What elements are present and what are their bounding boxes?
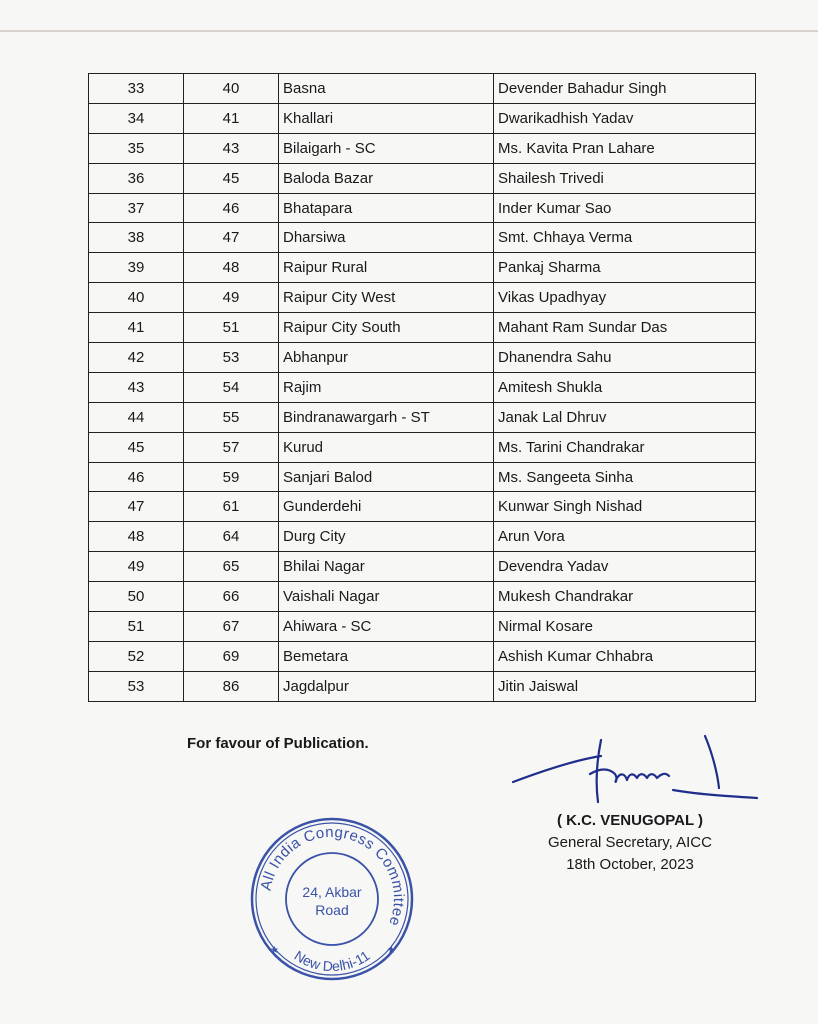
candidate-name-cell: Smt. Chhaya Verma <box>494 223 756 253</box>
candidate-name-cell: Ms. Kavita Pran Lahare <box>494 133 756 163</box>
serial-number-cell: 40 <box>89 283 184 313</box>
serial-number-cell: 46 <box>89 462 184 492</box>
constituency-name-cell: Jagdalpur <box>279 671 494 701</box>
candidate-name-cell: Jitin Jaiswal <box>494 671 756 701</box>
candidate-name-cell: Dwarikadhish Yadav <box>494 103 756 133</box>
signatory-title: General Secretary, AICC <box>548 834 712 851</box>
constituency-number-cell: 65 <box>184 552 279 582</box>
table-row <box>89 671 756 701</box>
constituency-name-cell: Abhanpur <box>279 343 494 373</box>
serial-number-cell: 38 <box>89 223 184 253</box>
constituency-number-cell: 59 <box>184 462 279 492</box>
constituency-number-cell: 67 <box>184 612 279 642</box>
table-row <box>89 462 756 492</box>
signatory-block <box>520 810 740 876</box>
table-row <box>89 582 756 612</box>
signatory-name: ( K.C. VENUGOPAL ) <box>556 812 704 829</box>
table-row <box>89 253 756 283</box>
candidate-name-cell: Ashish Kumar Chhabra <box>494 641 756 671</box>
table-row <box>89 313 756 343</box>
table-row <box>89 74 756 104</box>
stamp-ring-text: All India Congress Committee <box>257 823 408 929</box>
constituency-number-cell: 54 <box>184 372 279 402</box>
signature-date: 18th October, 2023 <box>566 856 694 873</box>
stamp-center-line1: 24, Akbar <box>302 884 362 900</box>
candidate-name-cell: Ms. Tarini Chandrakar <box>494 432 756 462</box>
constituency-number-cell: 41 <box>184 103 279 133</box>
table-row <box>89 193 756 223</box>
constituency-name-cell: Raipur City South <box>279 313 494 343</box>
candidate-name-cell: Mahant Ram Sundar Das <box>494 313 756 343</box>
constituency-name-cell: Bhatapara <box>279 193 494 223</box>
constituency-number-cell: 40 <box>184 74 279 104</box>
constituency-number-cell: 57 <box>184 432 279 462</box>
constituency-name-cell: Bemetara <box>279 641 494 671</box>
constituency-number-cell: 43 <box>184 133 279 163</box>
serial-number-cell: 45 <box>89 432 184 462</box>
serial-number-cell: 33 <box>89 74 184 104</box>
constituency-number-cell: 49 <box>184 283 279 313</box>
constituency-number-cell: 51 <box>184 313 279 343</box>
candidate-name-cell: Vikas Upadhyay <box>494 283 756 313</box>
constituency-name-cell: Basna <box>279 74 494 104</box>
candidate-name-cell: Ms. Sangeeta Sinha <box>494 462 756 492</box>
constituency-number-cell: 45 <box>184 163 279 193</box>
constituency-number-cell: 48 <box>184 253 279 283</box>
constituency-number-cell: 53 <box>184 343 279 373</box>
constituency-number-cell: 66 <box>184 582 279 612</box>
constituency-number-cell: 55 <box>184 402 279 432</box>
candidate-name-cell: Janak Lal Dhruv <box>494 402 756 432</box>
constituency-name-cell: Gunderdehi <box>279 492 494 522</box>
table-row <box>89 402 756 432</box>
constituency-name-cell: Bilaigarh - SC <box>279 133 494 163</box>
signature <box>505 730 765 820</box>
candidate-name-cell: Devendra Yadav <box>494 552 756 582</box>
candidate-name-cell: Inder Kumar Sao <box>494 193 756 223</box>
constituency-name-cell: Sanjari Balod <box>279 462 494 492</box>
constituency-name-cell: Bhilai Nagar <box>279 552 494 582</box>
candidate-name-cell: Shailesh Trivedi <box>494 163 756 193</box>
candidate-name-cell: Kunwar Singh Nishad <box>494 492 756 522</box>
constituency-name-cell: Kurud <box>279 432 494 462</box>
constituency-number-cell: 69 <box>184 641 279 671</box>
serial-number-cell: 43 <box>89 372 184 402</box>
serial-number-cell: 47 <box>89 492 184 522</box>
serial-number-cell: 44 <box>89 402 184 432</box>
serial-number-cell: 35 <box>89 133 184 163</box>
table-row <box>89 163 756 193</box>
serial-number-cell: 50 <box>89 582 184 612</box>
table-row <box>89 283 756 313</box>
candidate-name-cell: Mukesh Chandrakar <box>494 582 756 612</box>
constituency-name-cell: Raipur Rural <box>279 253 494 283</box>
constituency-name-cell: Baloda Bazar <box>279 163 494 193</box>
constituency-name-cell: Rajim <box>279 372 494 402</box>
candidate-name-cell: Pankaj Sharma <box>494 253 756 283</box>
serial-number-cell: 39 <box>89 253 184 283</box>
serial-number-cell: 42 <box>89 343 184 373</box>
constituency-name-cell: Durg City <box>279 522 494 552</box>
table-row <box>89 522 756 552</box>
constituency-number-cell: 86 <box>184 671 279 701</box>
constituency-number-cell: 46 <box>184 193 279 223</box>
page-top-edge <box>0 30 818 32</box>
stamp-center-line2: Road <box>315 902 349 918</box>
serial-number-cell: 53 <box>89 671 184 701</box>
constituency-name-cell: Dharsiwa <box>279 223 494 253</box>
serial-number-cell: 41 <box>89 313 184 343</box>
table-row <box>89 612 756 642</box>
serial-number-cell: 37 <box>89 193 184 223</box>
table-row <box>89 372 756 402</box>
constituency-name-cell: Bindranawargarh - ST <box>279 402 494 432</box>
candidate-name-cell: Nirmal Kosare <box>494 612 756 642</box>
aicc-seal-stamp <box>248 815 416 983</box>
constituency-name-cell: Khallari <box>279 103 494 133</box>
candidate-name-cell: Arun Vora <box>494 522 756 552</box>
constituency-name-cell: Vaishali Nagar <box>279 582 494 612</box>
constituency-name-cell: Raipur City West <box>279 283 494 313</box>
table-row <box>89 432 756 462</box>
constituency-number-cell: 47 <box>184 223 279 253</box>
candidate-name-cell: Devender Bahadur Singh <box>494 74 756 104</box>
candidate-name-cell: Dhanendra Sahu <box>494 343 756 373</box>
serial-number-cell: 34 <box>89 103 184 133</box>
candidate-table <box>88 73 756 702</box>
stamp-star-icon: ★ <box>387 945 396 956</box>
table-row <box>89 343 756 373</box>
candidate-table-body <box>89 74 756 702</box>
table-row <box>89 103 756 133</box>
favour-note: For favour of Publication. <box>187 735 369 752</box>
table-row <box>89 223 756 253</box>
candidate-name-cell: Amitesh Shukla <box>494 372 756 402</box>
serial-number-cell: 36 <box>89 163 184 193</box>
constituency-name-cell: Ahiwara - SC <box>279 612 494 642</box>
stamp-bottom-text: New Delhi-11 <box>291 947 373 975</box>
constituency-number-cell: 61 <box>184 492 279 522</box>
serial-number-cell: 48 <box>89 522 184 552</box>
constituency-number-cell: 64 <box>184 522 279 552</box>
serial-number-cell: 52 <box>89 641 184 671</box>
stamp-star-icon: ★ <box>270 945 279 956</box>
serial-number-cell: 51 <box>89 612 184 642</box>
table-row <box>89 641 756 671</box>
serial-number-cell: 49 <box>89 552 184 582</box>
table-row <box>89 492 756 522</box>
table-row <box>89 552 756 582</box>
table-row <box>89 133 756 163</box>
